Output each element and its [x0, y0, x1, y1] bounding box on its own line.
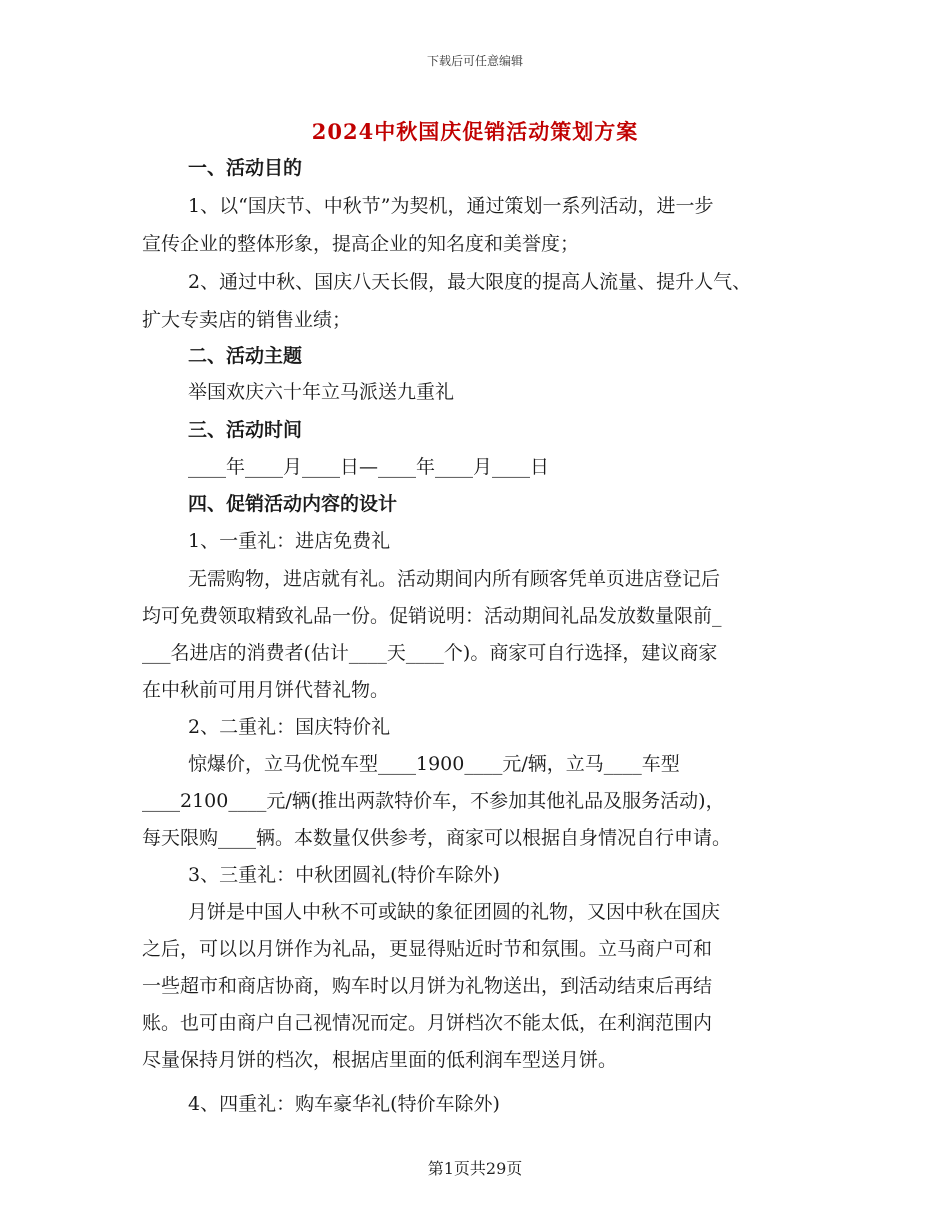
paragraph-line: 之后，可以以月饼作为礼品，更显得贴近时节和氛围。立马商户可和 [142, 938, 713, 960]
paragraph-line: 均可免费领取精致礼品一份。促销说明：活动期间礼品发放数量限前_ [142, 605, 722, 627]
header-note: 下载后可任意编辑 [426, 54, 523, 68]
paragraph-line: 账。也可由商户自己视情况而定。月饼档次不能太低，在利润范围内 [142, 1012, 713, 1034]
paragraph-line: 扩大专卖店的销售业绩； [142, 309, 352, 331]
section-heading-purpose: 一、活动目的 [188, 157, 303, 179]
paragraph-line: 无需购物，进店就有礼。活动期间内所有顾客凭单页进店登记后 [188, 568, 721, 590]
paragraph-line: 在中秋前可用月饼代替礼物。 [142, 679, 390, 701]
date-blank-line: ____年____月____日—____年____月____日 [188, 456, 550, 478]
paragraph-line: 月饼是中国人中秋不可或缺的象征团圆的礼物，又因中秋在国庆 [188, 901, 721, 923]
paragraph-line: ____2100____元/辆(推出两款特价车，不参加其他礼品及服务活动)， [142, 790, 725, 812]
paragraph-line: 2、通过中秋、国庆八天长假，最大限度的提高人流量、提升人气、 [188, 271, 752, 293]
paragraph-line: ___名进店的消费者(估计____天____个)。商家可自行选择，建议商家 [142, 642, 718, 664]
paragraph-line: 宣传企业的整体形象，提高企业的知名度和美誉度； [142, 233, 580, 255]
paragraph-line: 举国欢庆六十年立马派送九重礼 [188, 381, 455, 403]
subheading-gift-2: 2、二重礼：国庆特价礼 [188, 716, 391, 738]
document-title: 2024中秋国庆促销活动策划方案 [311, 119, 639, 144]
paragraph-line: 1、以“国庆节、中秋节”为契机，通过策划一系列活动，进一步 [188, 195, 714, 217]
paragraph-line: 尽量保持月饼的档次，根据店里面的低利润车型送月饼。 [142, 1049, 618, 1071]
subheading-gift-4: 4、四重礼：购车豪华礼(特价车除外) [188, 1093, 500, 1115]
page-number-footer: 第1页共29页 [427, 1159, 523, 1178]
subheading-gift-1: 1、一重礼：进店免费礼 [188, 530, 391, 552]
paragraph-line: 惊爆价，立马优悦车型____1900____元/辆，立马____车型 [188, 753, 680, 775]
section-heading-theme: 二、活动主题 [188, 345, 303, 367]
section-heading-time: 三、活动时间 [188, 419, 303, 441]
paragraph-line: 一些超市和商店协商，购车时以月饼为礼物送出，到活动结束后再结 [142, 975, 713, 997]
subheading-gift-3: 3、三重礼：中秋团圆礼(特价车除外) [188, 864, 500, 886]
paragraph-line: 每天限购____辆。本数量仅供参考，商家可以根据自身情况自行申请。 [142, 827, 732, 849]
section-heading-content: 四、促销活动内容的设计 [188, 493, 398, 515]
